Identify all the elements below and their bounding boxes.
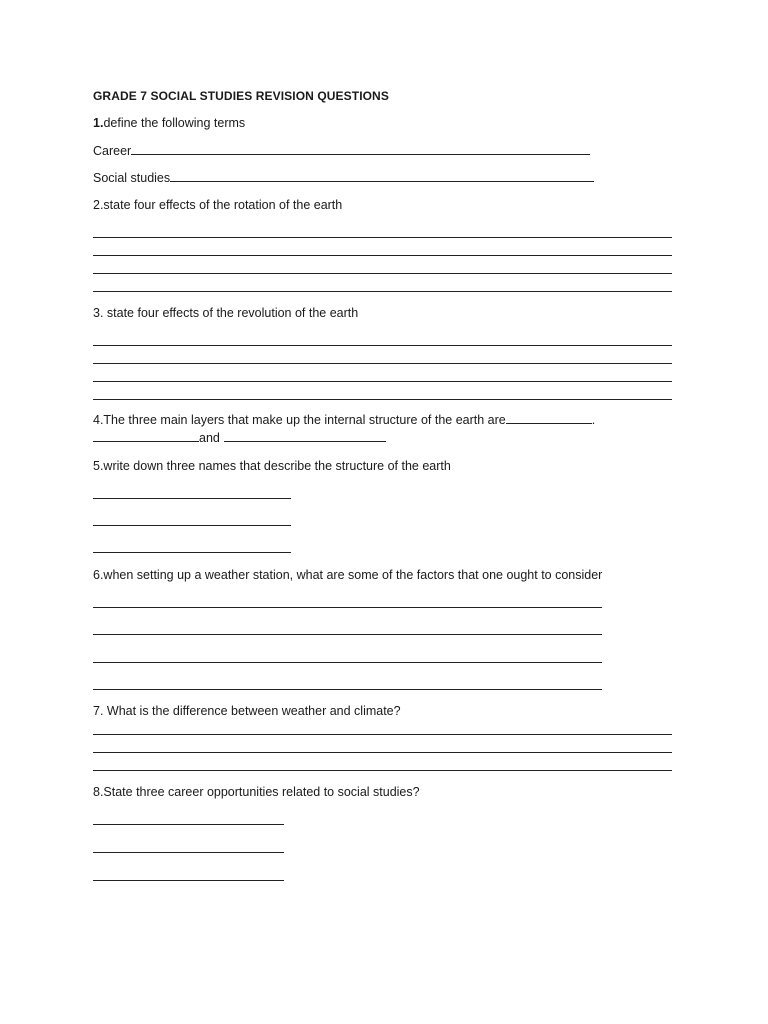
question-4-text: 4.The three main layers that make up the internal structure of the earth are [93,413,506,427]
q8-answer-line-3[interactable] [93,880,284,881]
q6-answer-line-2[interactable] [93,634,602,635]
q7-answer-line-2[interactable] [93,752,672,753]
q2-answer-line-2[interactable] [93,255,672,256]
q5-answer-line-2[interactable] [93,525,291,526]
question-4-line-2 [93,430,386,446]
q7-answer-line-3[interactable] [93,770,672,771]
career-answer-line[interactable] [131,143,590,155]
term-career-row [93,143,590,159]
q8-answer-line-1[interactable] [93,824,284,825]
q3-answer-line-3[interactable] [93,381,672,382]
page-title: GRADE 7 SOCIAL STUDIES REVISION QUESTIONS [93,89,389,103]
q8-answer-line-2[interactable] [93,852,284,853]
q2-answer-line-4[interactable] [93,291,672,292]
layer-3-answer-line[interactable] [224,430,386,442]
q3-answer-line-1[interactable] [93,345,672,346]
question-4-period: . [591,413,596,427]
question-1 [93,115,245,131]
q6-answer-line-1[interactable] [93,607,602,608]
question-5-text: 5.write down three names that describe the structure of the earth [93,459,451,473]
question-4-and: and [199,431,220,445]
q3-answer-line-2[interactable] [93,363,672,364]
question-2-text: 2.state four effects of the rotation of the earth [93,198,343,212]
question-1-number: 1. [93,116,104,130]
q5-answer-line-1[interactable] [93,498,291,499]
question-4-line-1 [93,412,595,428]
q2-answer-line-1[interactable] [93,237,672,238]
layer-1-answer-line[interactable] [506,412,592,424]
question-3-text: 3. state four effects of the revolution of the earth [93,306,359,320]
term-social-studies-row [93,170,594,186]
social-studies-answer-line[interactable] [170,170,594,182]
q5-answer-line-3[interactable] [93,552,291,553]
q6-answer-line-4[interactable] [93,689,602,690]
q7-answer-line-1[interactable] [93,734,672,735]
question-6-text: 6.when setting up a weather station, what are some of the factors that one ought to consider [93,568,603,582]
question-8-text: 8.State three career opportunities related to social studies? [93,785,420,799]
q6-answer-line-3[interactable] [93,662,602,663]
layer-2-answer-line[interactable] [93,430,199,442]
q3-answer-line-4[interactable] [93,399,672,400]
term-social-studies-label: Social studies [93,171,171,185]
term-career-label: Career [93,144,132,158]
question-1-text: define the following terms [103,116,246,130]
question-7-text: 7. What is the difference between weather and climate? [93,704,401,718]
q2-answer-line-3[interactable] [93,273,672,274]
